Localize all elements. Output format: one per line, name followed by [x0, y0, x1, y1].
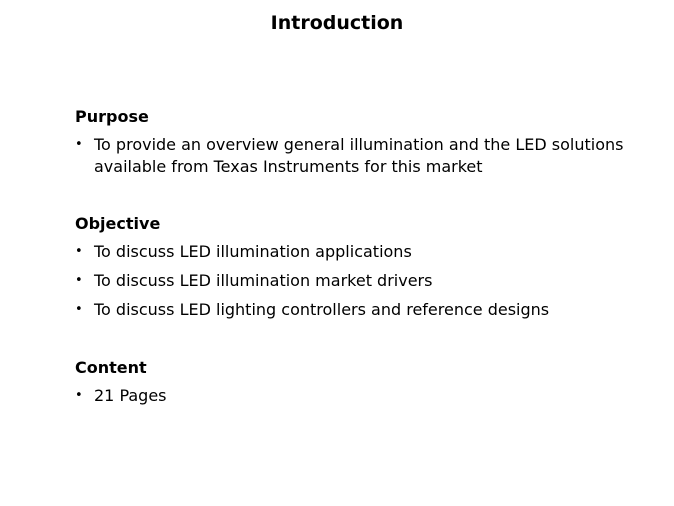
objective-item-text: To discuss LED illumination market drivers — [94, 271, 433, 290]
slide-title: Introduction — [270, 12, 404, 34]
objective-section — [75, 214, 655, 328]
content-list — [75, 385, 655, 407]
purpose-list — [75, 134, 655, 178]
objective-heading: Objective — [75, 214, 161, 233]
bullet-icon: • — [75, 388, 83, 403]
objective-item — [75, 270, 655, 292]
bullet-icon: • — [75, 244, 83, 259]
purpose-heading: Purpose — [75, 107, 149, 126]
objective-item — [75, 241, 655, 263]
content-section — [75, 358, 655, 414]
objective-item-text: To discuss LED illumination applications — [94, 242, 412, 261]
content-item-text: 21 Pages — [94, 386, 167, 405]
content-item — [75, 385, 655, 407]
purpose-item-text: To provide an overview general illumination and the LED solutions available from Texas Instruments for this market — [94, 135, 624, 176]
content-heading: Content — [75, 358, 147, 377]
objective-list — [75, 241, 655, 321]
purpose-section — [75, 107, 655, 185]
bullet-icon: • — [75, 137, 83, 152]
bullet-icon: • — [75, 273, 83, 288]
bullet-icon: • — [75, 302, 83, 317]
objective-item — [75, 299, 655, 321]
objective-item-text: To discuss LED lighting controllers and reference designs — [94, 300, 550, 319]
purpose-item — [75, 134, 655, 178]
